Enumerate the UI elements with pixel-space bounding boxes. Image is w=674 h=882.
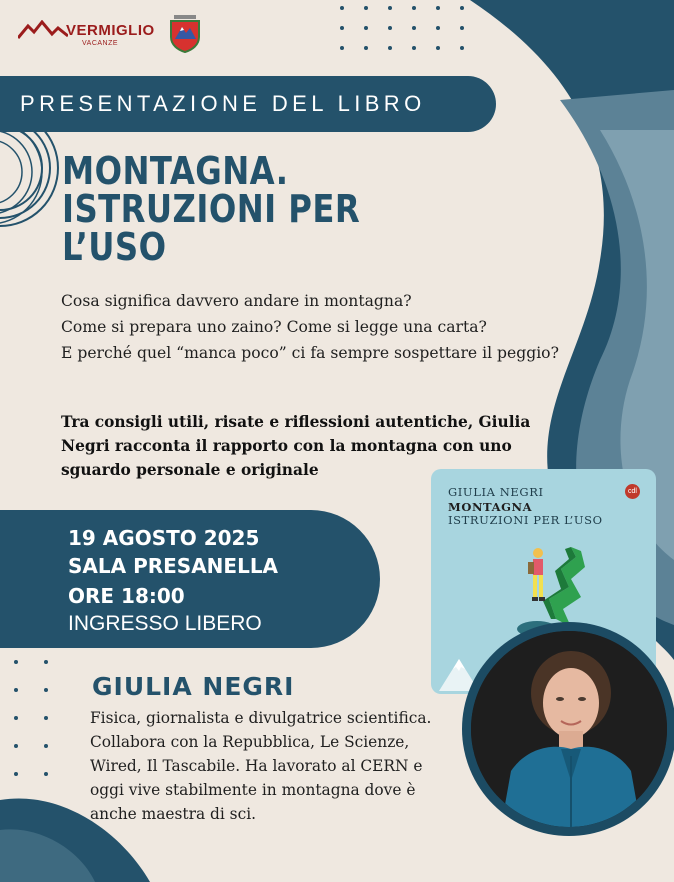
municipal-crest-icon (166, 13, 204, 53)
title-line-1: MONTAGNA. (62, 149, 289, 193)
portrait-image (471, 631, 667, 827)
title-line-3: L’USO (62, 225, 167, 269)
vermiglio-logo (18, 18, 155, 48)
event-venue: SALA PRESANELLA (68, 554, 279, 578)
intro-text: Cosa significa davvero andare in montagna? Come si prepara uno zaino? Come si legge una carta? E perché quel “manca poco” ci fa sempre sospettare il peggio? (61, 292, 559, 362)
book-title-sub: ISTRUZIONI PER L’USO (448, 513, 603, 527)
banner-label: PRESENTAZIONE DEL LIBRO (20, 91, 426, 116)
book-title-main: MONTAGNA (448, 500, 533, 514)
logo-subtext: VACANZE (82, 40, 119, 47)
book-author: GIULIA NEGRI (448, 485, 544, 499)
page-title (62, 149, 361, 269)
author-bio: Fisica, giornalista e divulgatrice scientifica. Collabora con la Repubblica, Le Scienze, Wired, Il Tascabile. Ha lavorato al CERN e oggi vive stabilmente in montagna dove è anche maestra di sci. (90, 709, 432, 823)
highlight-text: Tra consigli utili, risate e riflessioni autentiche, Giulia Negri racconta il rapporto con la montagna con uno sguardo personale e originale (61, 413, 531, 479)
event-date: 19 AGOSTO 2025 (68, 526, 260, 550)
title-line-2: ISTRUZIONI PER (62, 187, 361, 231)
event-time: ORE 18:00 (68, 584, 185, 608)
publisher-logo: cdl (625, 484, 640, 499)
event-entry: INGRESSO LIBERO (68, 612, 262, 635)
author-name: GIULIA NEGRI (92, 672, 295, 701)
mountain-logo-icon (18, 20, 68, 42)
author-photo (471, 631, 667, 827)
logo-text: VERMIGLIO (66, 22, 155, 39)
